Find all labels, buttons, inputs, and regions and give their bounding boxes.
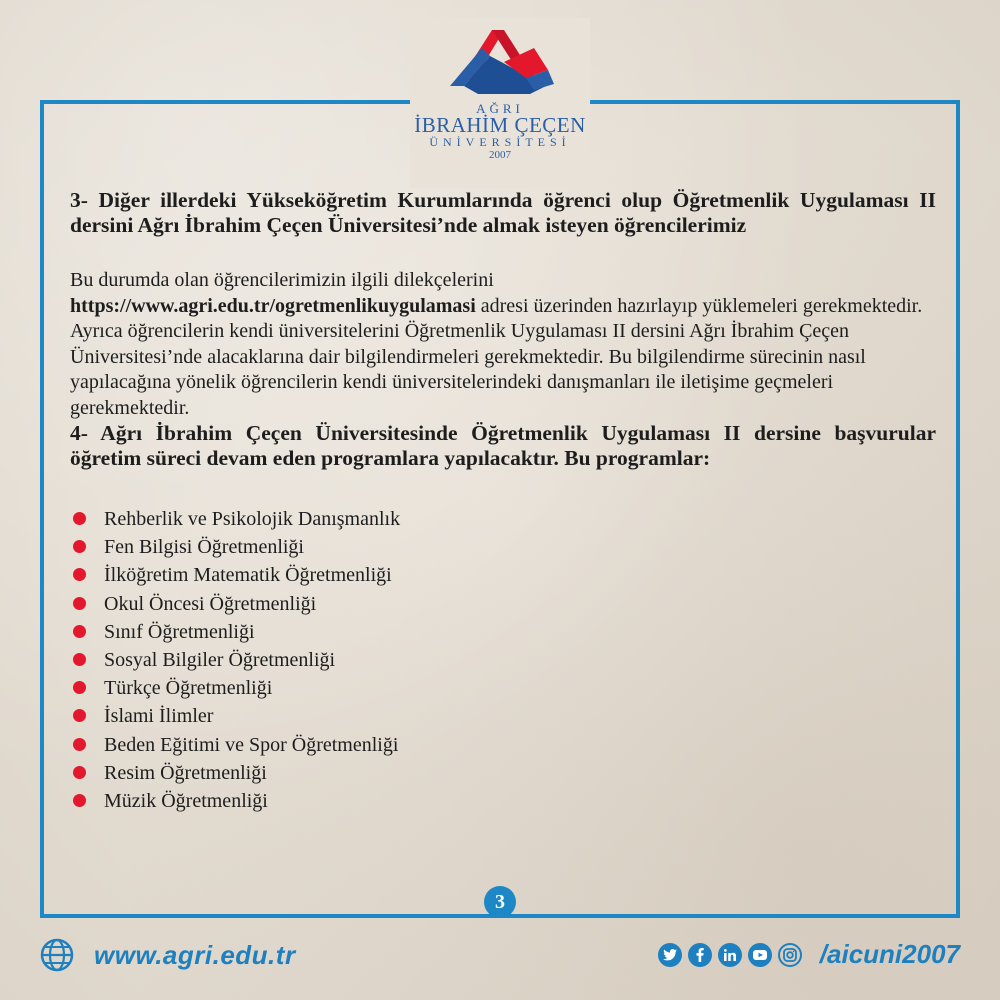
logo-line-3: ÜNİVERSİTESİ	[429, 135, 571, 149]
instagram-icon[interactable]	[778, 943, 802, 967]
logo-year: 2007	[489, 149, 511, 161]
program-list-item	[70, 618, 936, 646]
section-3-heading: 3- Diğer illerdeki Yükseköğretim Kurumlarında öğrenci olup Öğretmenlik Uygulaması II dersini Ağrı İbrahim Çeçen Üniversitesi’nde almak isteyen öğrencilerimiz	[70, 188, 936, 237]
twitter-icon[interactable]	[658, 943, 682, 967]
bullet-icon	[73, 766, 86, 779]
program-name: İlköğretim Matematik Öğretmenliği	[104, 564, 392, 587]
program-list-item	[70, 533, 936, 561]
social-handle[interactable]: /aicuni2007	[819, 939, 960, 969]
facebook-icon[interactable]	[688, 943, 712, 967]
section-3-intro: Bu durumda olan öğrencilerimizin ilgili dilekçelerini	[70, 269, 494, 291]
program-list-item	[70, 731, 936, 759]
program-list-item	[70, 787, 936, 815]
program-name: İslami İlimler	[104, 705, 214, 728]
bullet-icon	[73, 653, 86, 666]
program-list	[70, 505, 936, 815]
program-list-item	[70, 505, 936, 533]
bullet-icon	[73, 625, 86, 638]
bullet-icon	[73, 568, 86, 581]
bullet-icon	[73, 738, 86, 751]
program-list-item	[70, 590, 936, 618]
footer-website	[40, 938, 296, 972]
logo-line-1: AĞRI	[476, 101, 524, 116]
program-list-item	[70, 674, 936, 702]
program-list-item	[70, 759, 936, 787]
bullet-icon	[73, 794, 86, 807]
footer-social	[658, 939, 960, 970]
section-3-paragraph	[70, 268, 936, 421]
bullet-icon	[73, 681, 86, 694]
form-link[interactable]: https://www.agri.edu.tr/ogretmenlikuygulamasi	[70, 294, 476, 317]
logo-line-2: İBRAHİM ÇEÇEN	[414, 113, 586, 137]
bullet-icon	[73, 540, 86, 553]
program-name: Rehberlik ve Psikolojik Danışmanlık	[104, 508, 401, 530]
bullet-icon	[73, 709, 86, 722]
globe-icon	[40, 938, 74, 972]
page-number-badge: 3	[484, 886, 516, 918]
program-name: Resim Öğretmenliği	[104, 761, 267, 784]
program-name: Müzik Öğretmenliği	[104, 790, 268, 813]
program-name: Okul Öncesi Öğretmenliği	[104, 592, 317, 615]
program-list-item	[70, 561, 936, 589]
section-3-body: adresi üzerinden hazırlayıp yüklemeleri gerekmektedir. Ayrıca öğrencilerin kendi üniversitelerini Öğretmenlik Uygulaması II dersini Ağrı İbrahim Çeçen Üniversitesi’nde alacaklarına dair bilgilendirmeleri gerekmektedir. Bu bilgilendirme sürecinin nasıl yapılacağına yönelik öğrencilerin kendi üniversitelerindeki danışmanları ile iletişime geçmeleri gerekmektedir.	[70, 294, 923, 419]
logo-mark-icon	[430, 18, 570, 102]
program-name: Türkçe Öğretmenliği	[104, 677, 273, 700]
main-content	[70, 188, 936, 815]
program-list-item	[70, 702, 936, 730]
linkedin-icon[interactable]	[718, 943, 742, 967]
program-name: Fen Bilgisi Öğretmenliği	[104, 536, 304, 559]
program-name: Sınıf Öğretmenliği	[104, 620, 255, 643]
section-4-heading: 4- Ağrı İbrahim Çeçen Üniversitesinde Öğretmenlik Uygulaması II dersine başvurular öğretim süreci devam eden programlara yapılacaktır. Bu programlar:	[70, 421, 936, 470]
program-name: Sosyal Bilgiler Öğretmenliği	[104, 649, 336, 672]
youtube-icon[interactable]	[748, 943, 772, 967]
bullet-icon	[73, 512, 86, 525]
bullet-icon	[73, 597, 86, 610]
program-name: Beden Eğitimi ve Spor Öğretmenliği	[104, 733, 399, 756]
program-list-item	[70, 646, 936, 674]
website-link[interactable]: www.agri.edu.tr	[94, 939, 296, 970]
university-logo	[410, 18, 590, 188]
